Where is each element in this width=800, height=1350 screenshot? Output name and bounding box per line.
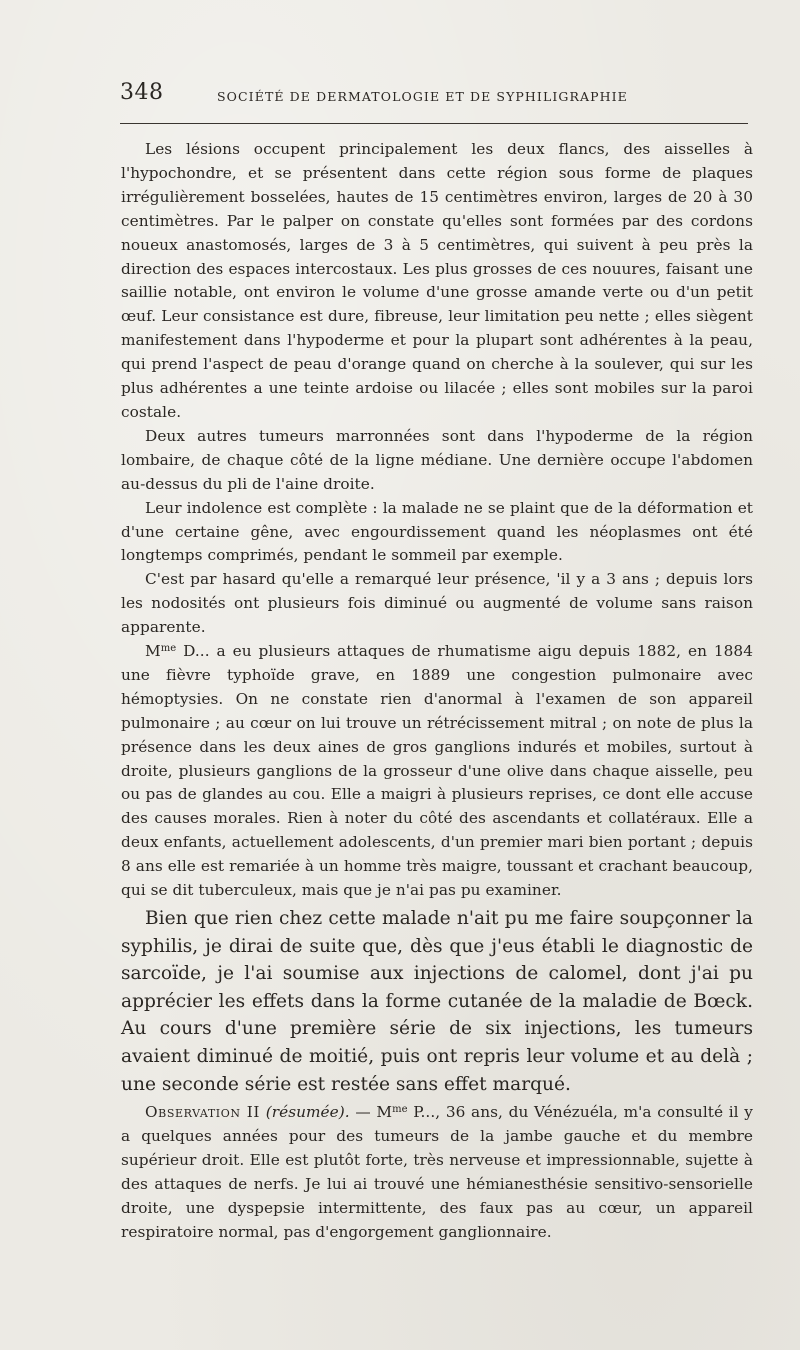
paragraph: Leur indolence est complète : la malade ne se plaint que de la déformation et d'une certaine gêne, avec engourdissement quand les néoplasmes ont été longtemps comprimés, pendant le sommeil par exemple. — [121, 498, 753, 565]
paragraph: Deux autres tumeurs marronnées sont dans l'hypoderme de la région lombaire, de chaque côté de la ligne médiane. Une dernière occupe l'abdomen au-dessus du pli de l'aine droite. — [121, 426, 753, 493]
paragraph — [121, 640, 753, 903]
observation-resumee: (résumée). — [265, 1103, 350, 1121]
paragraph: Les lésions occupent principalement les deux flancs, des aisselles à l'hypochondre, et se présentent dans cette région sous forme de plaques irrégulièrement bosselées, hautes de 15 centimètres environ, larges de 20 à 30 centimètres. Par le palper on constate qu'elles sont formées par des cordons noueux anastomosés, larges de 3 à 5 centimètres, qui suivent à peu près la direction des espaces intercostaux. Les plus grosses de ces nouures, faisant une saillie notable, ont environ le volume d'une grosse amande verte ou d'un petit œuf. Leur consistance est dure, fibreuse, leur limitation peu nette ; elles siègent manifestement dans l'hypoderme et pour la plupart sont adhérentes à la peau, qui prend l'aspect de peau d'orange quand on cherche à la soulever, qui sur les plus adhérentes a une teinte ardoise ou lilacée ; elles sont mobiles sur la paroi costale. — [121, 140, 753, 421]
running-title: SOCIÉTÉ DE DERMATOLOGIE ET DE SYPHILIGRAPHIE — [217, 89, 628, 104]
observation-paragraph — [121, 1101, 753, 1244]
observation-dash: — M — [349, 1103, 393, 1121]
paragraph: Bien que rien chez cette malade n'ait pu me faire soupçonner la syphilis, je dirai de suite que, dès que j'eus établi le diagnostic de sarcoïde, je l'ai soumise aux injections de calomel, dont j'ai pu apprécier les effets dans la forme cutanée de la maladie de Bœck. Au cours d'une première série de six injections, les tumeurs avaient diminué de moitié, puis ont repris leur volume et au delà ; une seconde série est restée sans effet marqué. — [121, 908, 753, 1095]
paragraph-text: D... a eu plusieurs attaques de rhumatisme aigu depuis 1882, en 1884 une fièvre typhoïde grave, en 1889 une congestion pulmonaire avec hémoptysies. On ne constate rien d'anormal à l'examen de son appareil pulmonaire ; au cœur on lui trouve un rétrécissement mitral ; on note de plus la présence dans les deux aines de gros ganglions indurés et mobiles, surtout à droite, plusieurs ganglions de la grosseur d'une olive dans chaque aisselle, peu ou pas de glandes au cou. Elle a maigri à plusieurs reprises, ce dont elle accuse des causes morales. Rien à noter du côté des ascendants et collatéraux. Elle a deux enfants, actuellement adolescents, d'un premier mari bien portant ; depuis 8 ans elle est remariée à un homme très maigre, toussant et crachant beaucoup, qui se dit tuberculeux, mais que je n'ai pas pu examiner. — [121, 642, 753, 900]
observation-block — [121, 1101, 753, 1244]
paragraph: C'est par hasard qu'elle a remarqué leur présence, 'il y a 3 ans ; depuis lors les nodosités ont plusieurs fois diminué ou augmenté de volume sans raison apparente. — [121, 570, 753, 637]
honorific-superscript: me — [160, 643, 177, 655]
body-text-large — [121, 905, 753, 1098]
honorific: M — [145, 642, 161, 661]
observation-label: Observation II — [145, 1103, 261, 1121]
body-text-upper — [121, 138, 753, 903]
page-header — [120, 80, 755, 116]
observation-text: P..., 36 ans, du Vénézuéla, m'a consulté il y a quelques années pour des tumeurs de la jambe gauche et du membre supérieur droit. Elle est plutôt forte, très nerveuse et impressionnable, sujette à des attaques de nerfs. Je lui ai trouvé une hémianesthésie sensitivo-sensorielle droite, une dyspepsie intermittente, des faux pas au cœur, un appareil respiratoire normal, pas d'engorgement ganglionnaire. — [121, 1103, 753, 1241]
header-rule — [120, 123, 748, 124]
page-number: 348 — [120, 80, 164, 105]
honorific-superscript: me — [392, 1104, 408, 1115]
